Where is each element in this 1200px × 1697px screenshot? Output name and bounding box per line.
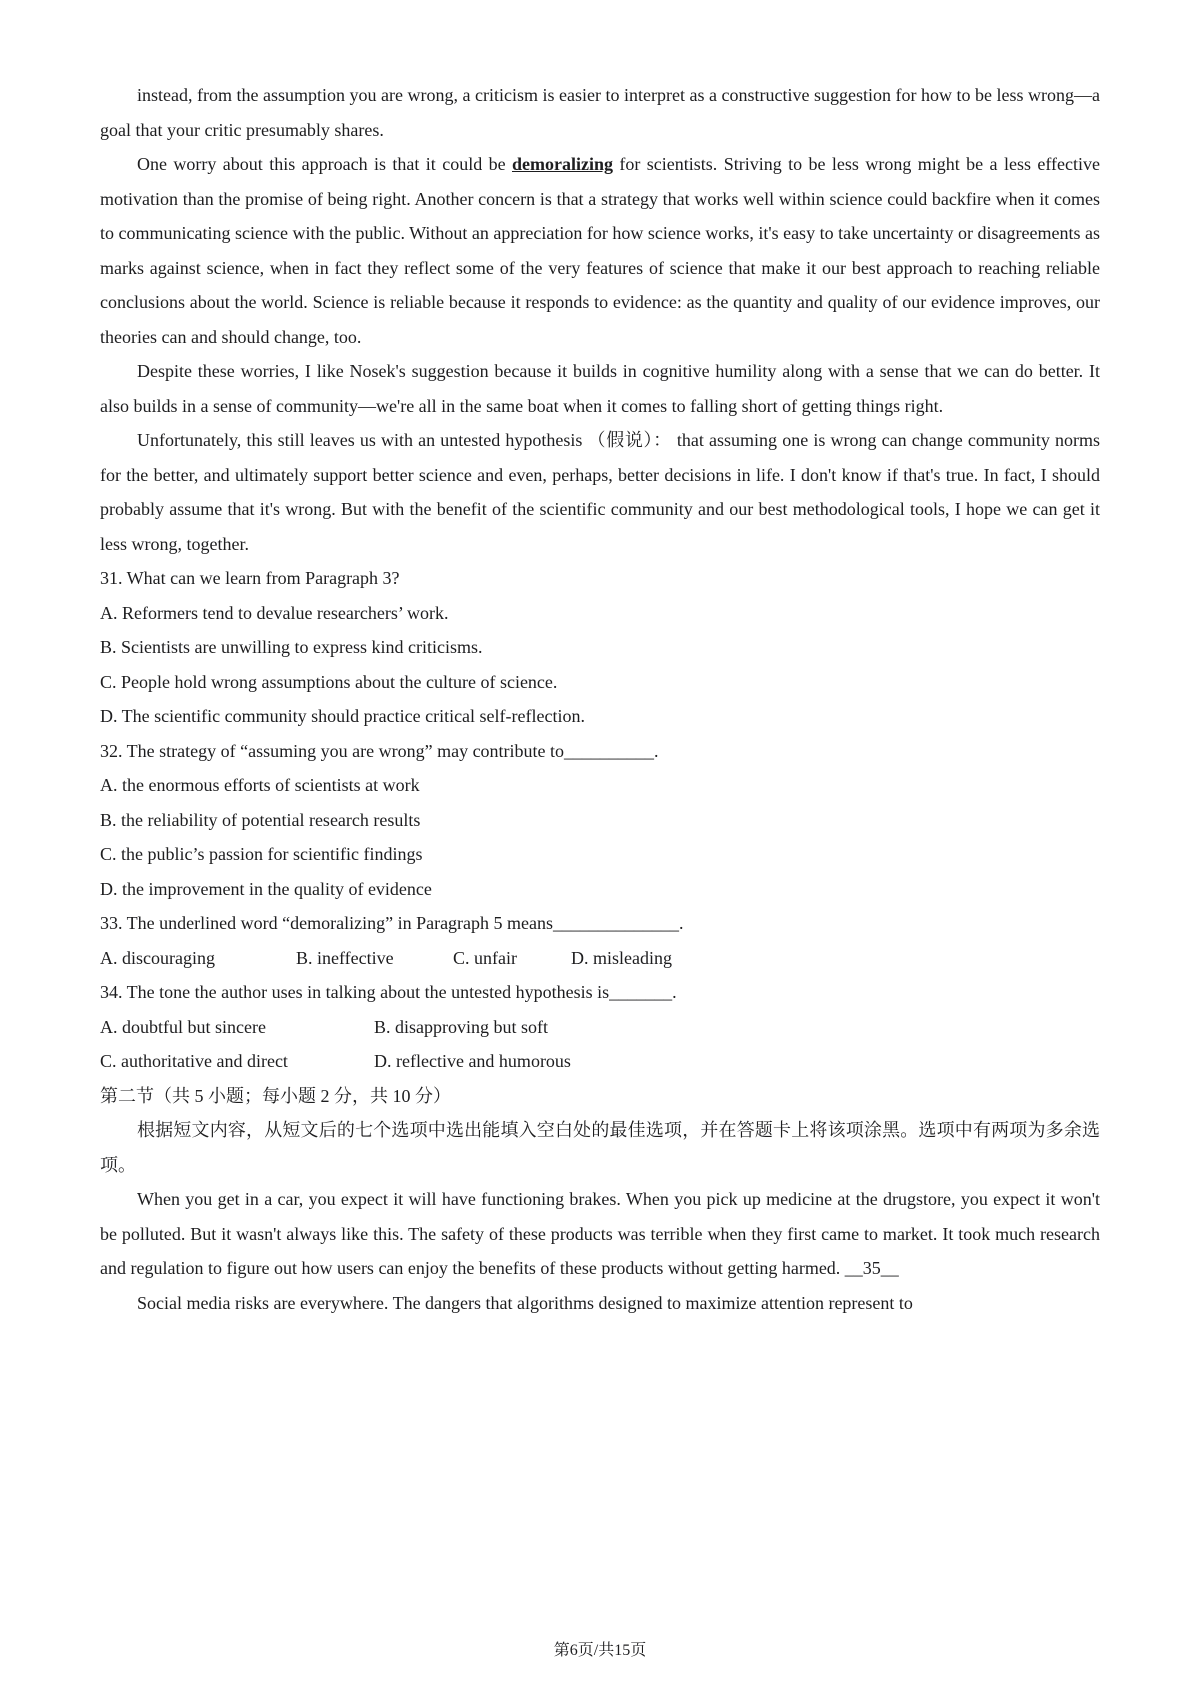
- passage-paragraph-continuation: instead, from the assumption you are wrong, a criticism is easier to interpret as a constructive suggestion for how to be less wrong—a goal that your critic presumably shares.: [100, 85, 1100, 140]
- question-option: C. People hold wrong assumptions about the culture of science.: [100, 671, 558, 692]
- page-number: 第6页/共15页: [553, 1642, 647, 1659]
- question-option: D. reflective and humorous: [374, 1051, 571, 1071]
- question-option: B. disapproving but soft: [374, 1016, 548, 1037]
- passage-paragraph-despite: Despite these worries, I like Nosek's suggestion because it builds in cognitive humility along with a sense that we can do better. It also builds in a sense of community—we're all in the same boat when it comes to falling short of getting things right.: [100, 361, 1100, 416]
- underlined-word-demoralizing: demoralizing: [512, 154, 613, 174]
- question-stem: 31. What can we learn from Paragraph 3?: [100, 568, 400, 588]
- text-segment: One worry about this approach is that it could be: [137, 154, 512, 174]
- question-option: B. ineffective: [296, 947, 394, 968]
- question-stem: 34. The tone the author uses in talking about the untested hypothesis is_______.: [100, 982, 677, 1002]
- question-option: A. Reformers tend to devalue researchers’ work.: [100, 602, 449, 623]
- question-option: B. the reliability of potential research results: [100, 809, 421, 830]
- question-options-row: [100, 1044, 1100, 1079]
- question-option: C. the public’s passion for scientific findings: [100, 844, 423, 864]
- section-heading: 第二节（共 5 小题；每小题 2 分，共 10 分）: [100, 1085, 451, 1106]
- question-stem: 33. The underlined word “demoralizing” in Paragraph 5 means______________.: [100, 913, 684, 933]
- question-option: D. The scientific community should practice critical self-reflection.: [100, 706, 585, 726]
- question-option: D. misleading: [571, 947, 672, 968]
- question-options-row: [100, 941, 1100, 976]
- passage-paragraph-worry: [100, 147, 1100, 354]
- text-segment: for scientists. Striving to be less wrong might be a less effective motivation than the promise of being right. Another concern is that a strategy that works well within science could backfire when it comes to communicating science with the public. Without an appreciation for how science works, it's easy to take uncertainty or disagreements as marks against science, when in fact they reflect some of the very features of science that make it our best approach to reaching reliable conclusions about the world. Science is reliable because it responds to evidence: as the quantity and quality of our evidence improves, our theories can and should change, too.: [100, 154, 1100, 347]
- passage-paragraph-unfortunately: Unfortunately, this still leaves us with an untested hypothesis （假说）： that assuming one is wrong can change community norms for the better, and ultimately support better science and even, perhaps, better decisions in life. I don't know if that's true. In fact, I should probably assume that it's wrong. But with the benefit of the scientific community and our best methodological tools, I hope we can get it less wrong, together.: [100, 430, 1100, 554]
- question-option: C. authoritative and direct: [100, 1051, 288, 1071]
- question-option: D. the improvement in the quality of evidence: [100, 878, 432, 899]
- question-stem: 32. The strategy of “assuming you are wrong” may contribute to__________.: [100, 740, 659, 761]
- question-option: A. the enormous efforts of scientists at work: [100, 775, 420, 795]
- question-33: [100, 906, 1100, 975]
- section-instructions: 根据短文内容，从短文后的七个选项中选出能填入空白处的最佳选项，并在答题卡上将该项涂黑。选项中有两项为多余选项。: [100, 1120, 1100, 1175]
- question-option: B. Scientists are unwilling to express kind criticisms.: [100, 637, 483, 657]
- question-31: [100, 561, 1100, 734]
- passage2-paragraph: Social media risks are everywhere. The dangers that algorithms designed to maximize attention represent to: [137, 1292, 913, 1313]
- question-options-row: [100, 1010, 1100, 1045]
- question-option: A. doubtful but sincere: [100, 1016, 266, 1037]
- question-option: A. discouraging: [100, 947, 215, 968]
- question-32: [100, 734, 1100, 907]
- passage2-paragraph: When you get in a car, you expect it will have functioning brakes. When you pick up medicine at the drugstore, you expect it won't be polluted. But it wasn't always like this. The safety of these products was terrible when they first came to market. It took much research and regulation to figure out how users can enjoy the benefits of these products without getting harmed. __35__: [100, 1189, 1100, 1278]
- question-option: C. unfair: [453, 947, 517, 968]
- question-34: [100, 975, 1100, 1079]
